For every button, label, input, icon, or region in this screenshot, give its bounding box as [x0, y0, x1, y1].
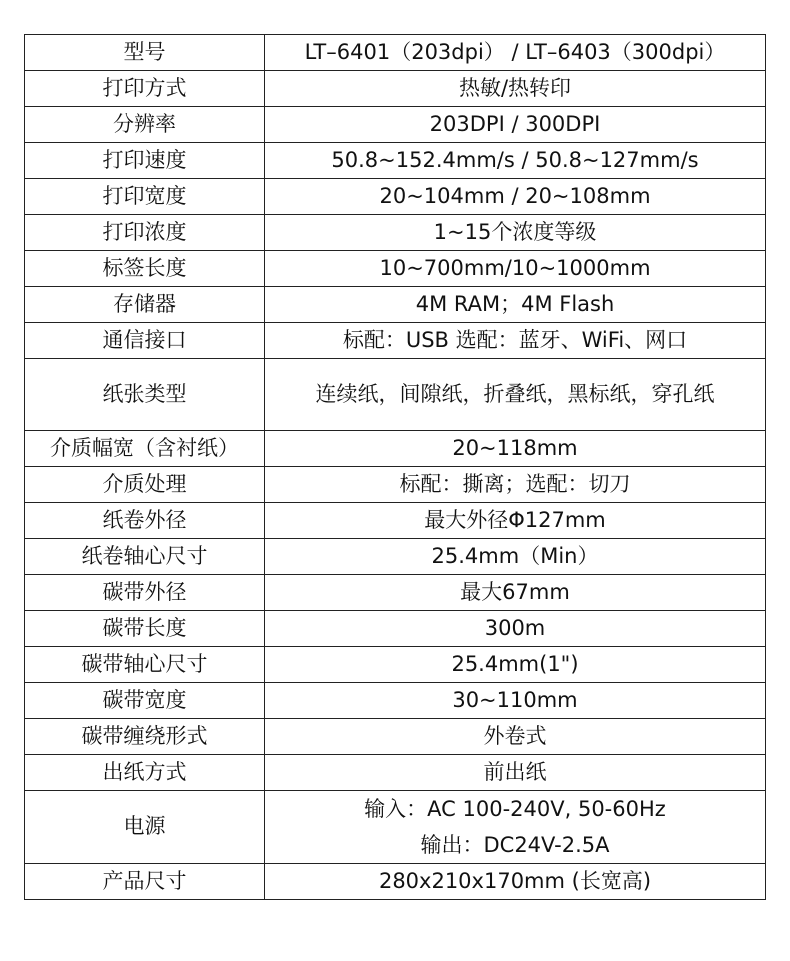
table-row — [25, 107, 766, 143]
spec-label: 出纸方式 — [25, 755, 265, 791]
spec-value: 最大外径Φ127mm — [265, 503, 766, 539]
spec-label: 分辨率 — [25, 107, 265, 143]
table-row — [25, 683, 766, 719]
spec-value: 203DPI / 300DPI — [265, 107, 766, 143]
table-row — [25, 503, 766, 539]
spec-label: 打印浓度 — [25, 215, 265, 251]
power-output-line: 输出：DC24V-2.5A — [420, 833, 610, 857]
spec-value: 标配：USB 选配：蓝牙、WiFi、网口 — [265, 323, 766, 359]
spec-label: 电源 — [25, 791, 265, 864]
table-row — [25, 71, 766, 107]
spec-value: 30~110mm — [265, 683, 766, 719]
spec-label: 碳带宽度 — [25, 683, 265, 719]
spec-label: 打印宽度 — [25, 179, 265, 215]
table-row — [25, 864, 766, 900]
spec-label: 介质幅宽（含衬纸） — [25, 431, 265, 467]
table-row — [25, 215, 766, 251]
spec-label: 型号 — [25, 35, 265, 71]
table-row — [25, 791, 766, 864]
table-row — [25, 323, 766, 359]
spec-label: 打印方式 — [25, 71, 265, 107]
table-row — [25, 647, 766, 683]
spec-value: 20~104mm / 20~108mm — [265, 179, 766, 215]
table-row — [25, 755, 766, 791]
table-row — [25, 251, 766, 287]
spec-value: LT–6401（203dpi） / LT–6403（300dpi） — [265, 35, 766, 71]
spec-label: 通信接口 — [25, 323, 265, 359]
table-row — [25, 719, 766, 755]
spec-value: 25.4mm(1") — [265, 647, 766, 683]
spec-value: 最大67mm — [265, 575, 766, 611]
table-row — [25, 359, 766, 431]
spec-label: 打印速度 — [25, 143, 265, 179]
spec-label: 介质处理 — [25, 467, 265, 503]
spec-label: 存储器 — [25, 287, 265, 323]
spec-value: 外卷式 — [265, 719, 766, 755]
spec-label: 纸卷外径 — [25, 503, 265, 539]
spec-label: 产品尺寸 — [25, 864, 265, 900]
spec-value: 25.4mm（Min） — [265, 539, 766, 575]
spec-table — [24, 34, 766, 900]
spec-label: 纸张类型 — [25, 359, 265, 431]
spec-value: 10~700mm/10~1000mm — [265, 251, 766, 287]
table-row — [25, 179, 766, 215]
table-row — [25, 575, 766, 611]
table-row — [25, 611, 766, 647]
spec-label: 标签长度 — [25, 251, 265, 287]
table-row — [25, 539, 766, 575]
table-row — [25, 143, 766, 179]
spec-value: 300m — [265, 611, 766, 647]
spec-value: 280x210x170mm (长宽高) — [265, 864, 766, 900]
spec-value: 前出纸 — [265, 755, 766, 791]
power-input-line: 输入：AC 100-240V, 50-60Hz — [364, 797, 666, 821]
table-row — [25, 467, 766, 503]
spec-value: 标配：撕离；选配：切刀 — [265, 467, 766, 503]
spec-label: 碳带缠绕形式 — [25, 719, 265, 755]
spec-label: 碳带轴心尺寸 — [25, 647, 265, 683]
spec-label: 纸卷轴心尺寸 — [25, 539, 265, 575]
table-row — [25, 287, 766, 323]
spec-label: 碳带外径 — [25, 575, 265, 611]
spec-value: 连续纸，间隙纸，折叠纸，黑标纸，穿孔纸 — [265, 359, 766, 431]
spec-value: 1~15个浓度等级 — [265, 215, 766, 251]
spec-label: 碳带长度 — [25, 611, 265, 647]
spec-value: 热敏/热转印 — [265, 71, 766, 107]
spec-value: 20~118mm — [265, 431, 766, 467]
spec-value: 50.8~152.4mm/s / 50.8~127mm/s — [265, 143, 766, 179]
spec-value — [265, 791, 766, 864]
table-row — [25, 431, 766, 467]
spec-value: 4M RAM；4M Flash — [265, 287, 766, 323]
table-row — [25, 35, 766, 71]
